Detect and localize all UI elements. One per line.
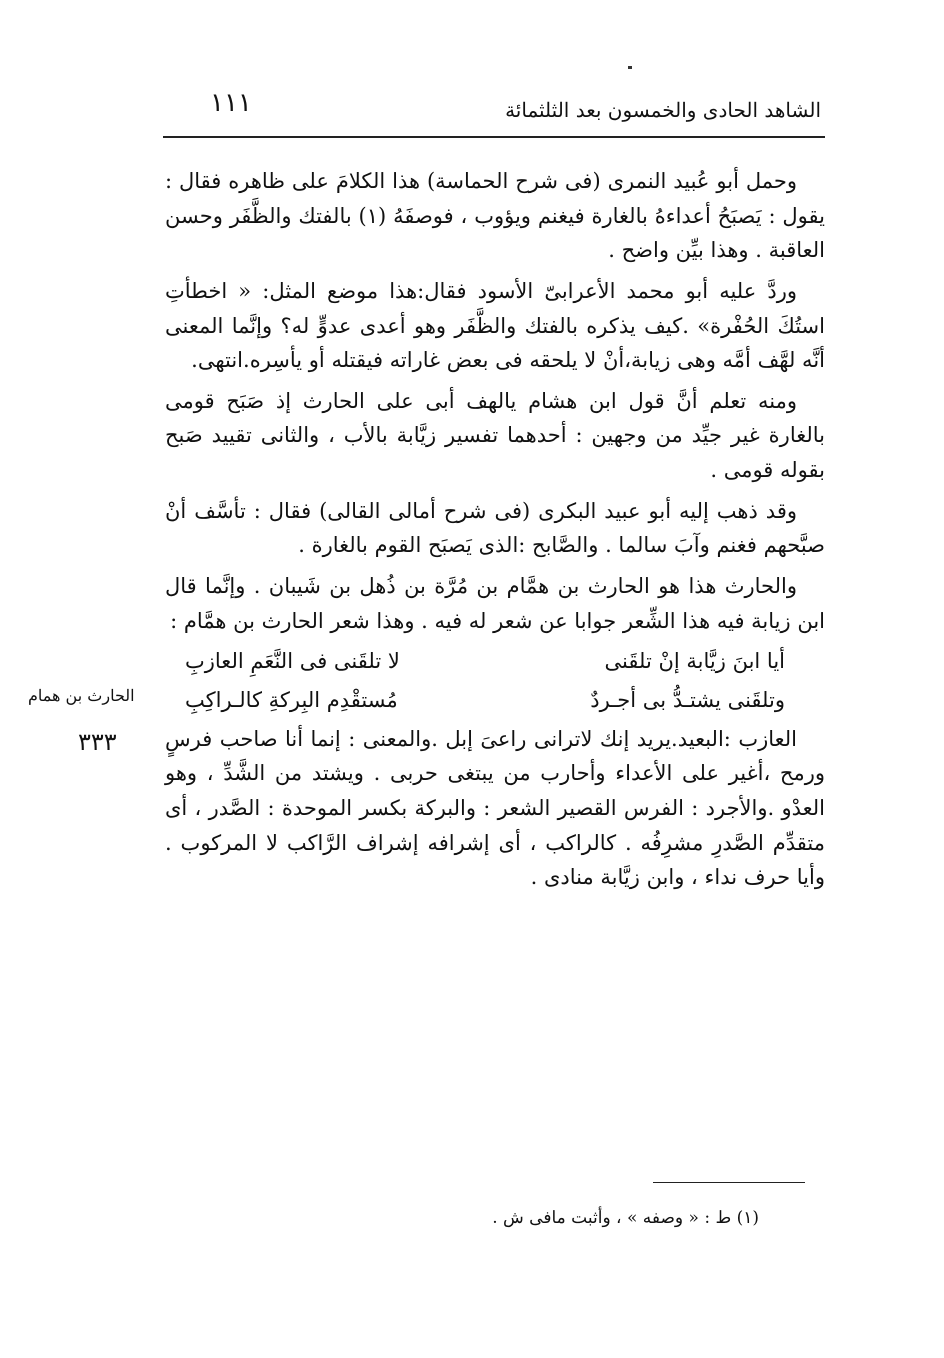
- footnote-rule: [653, 1182, 805, 1183]
- margin-note-number: ٣٣٣: [78, 728, 117, 756]
- page-number: ١١١: [210, 88, 252, 118]
- header-rule: [163, 136, 825, 138]
- commentary-paragraph: العازب :البعيد.يريد إنك لاترانى راعىَ إبل .والمعنى : إنما أنا صاحب فرسٍ ورمح ،أغير على الأعداء وأحارب من يبتغى حربى . ويشتد من الشَّدِّ ، وهو العدْو .والأجرد : الفرس القصير الشعر : والبركة بكسر الموحدة : الصَّدر ، أى متقدِّم الصَّدرِ مشرِفُه . كالراكب ، أى إشرافه إشراف الرَّاكب لا المركوب . وأيا حرف نداء ، وابن زيَّابة منادى .: [165, 726, 825, 890]
- verse-2-second-hemistich: مُستقْدِم البِركةِ كالـراكِبِ: [185, 687, 398, 712]
- paragraph-3: ومنه تعلم أنَّ قول ابن هشام يالهف أبى على الحارث إذ صَبَح قومى بالغارة غير جيِّد من وجهين : أحدهما تفسير زيَّابة بالأب ، والثانى تقييد صَبح بقوله قومى .: [165, 388, 825, 483]
- verse-1-second-hemistich: لا تلقَنى فى النَّعَمِ العازبِ: [185, 649, 400, 674]
- stray-ink-mark: [628, 66, 632, 69]
- paragraph-5: والحارث هذا هو الحارث بن همَّام بن مُرَّة بن ذُهل بن شَيبان . وإنَّما قال ابن زيابة فيه هذا الشِّعر جوابا عن شعر له فيه . وهذا شعر الحارث بن همَّام :: [165, 574, 825, 633]
- paragraph-4: وقد ذهب إليه أبو عبيد البكرى (فى شرح أمالى القالى) فقال : تأسَّف أنْ صبَّحهم فغنم وآبَ سالما . والصَّابح :الذى يَصبَح القوم بالغارة .: [165, 498, 825, 558]
- verse-2-first-hemistich: وتلقَنى يشتـدُّ بى أجـردٌ: [590, 687, 785, 712]
- verse-line-2: [185, 683, 785, 718]
- verse-line-1: [185, 644, 785, 679]
- paragraph-1: وحمل أبو عُبيد النمرى (فى شرح الحماسة) هذا الكلامَ على ظاهره فقال : يقول : يَصبَحُ أعداءهُ بالغارة فيغنم ويؤوب ، فوصفَهُ (١) بالفتك والظَّفَر وحسن العاقبة . وهذا بيِّن واضح .: [165, 169, 825, 263]
- running-title: الشاهد الحادى والخمسون بعد الثلثمائة: [505, 98, 821, 122]
- paragraph-2: وردَّ عليه أبو محمد الأعرابىّ الأسود فقال:هذا موضع المثل: « اخطأتِ استُكَ الحُفْرة» .كيف يذكره بالفتك والظَّفَر وهو أعدى عدوٍّ له؟ وإنَّما المعنى أنَّه لهَّف أمَّه وهى زيابة،أنْ لا يلحقه فى بعض غاراته فيقتله أو يأسِره.انتهى.: [165, 278, 825, 373]
- main-text: [165, 164, 825, 901]
- margin-note-name: الحارث بن همام: [28, 686, 135, 705]
- verse-1-first-hemistich: أيا ابنَ زيَّابة إنْ تلقَنى: [604, 649, 785, 674]
- footnote: (١) ط : « وصفه » ، وأثبت مافى ش .: [492, 1208, 759, 1228]
